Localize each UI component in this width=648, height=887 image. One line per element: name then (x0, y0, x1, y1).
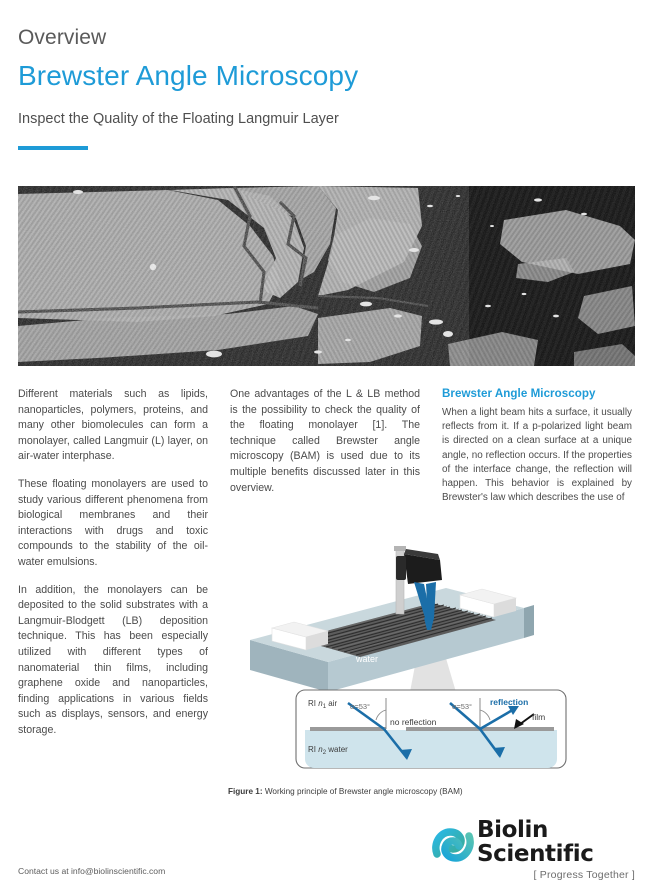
page-title: Brewster Angle Microscopy (18, 60, 359, 92)
paragraph: When a light beam hits a surface, it usually reflects from it. If a p-polarized light beam is directed on a clean surface at a unique angle, no reflection occurs. If the properties of the interface change, the reflection will happen. This behavior is explained by Brewster's law which describes the use of (442, 407, 632, 504)
angle-left-label: α=53° (350, 702, 371, 711)
eyebrow-label: Overview (18, 26, 107, 49)
film-bar-left (310, 727, 386, 731)
film-label: film (532, 712, 546, 722)
brand-logo-block (432, 818, 637, 880)
paragraph: These floating monolayers are used to study various different phenomena from biological membranes and their interactions with drugs and toxic compounds to the stability of the oil-water emulsions. (18, 477, 208, 568)
section-heading: Brewster Angle Microscopy (442, 387, 596, 400)
paragraph: Different materials such as lipids, nanoparticles, polymers, proteins, and many other biomolecules can form a monolayer, called Langmuir (L) layer, on air-water interphase. (18, 388, 208, 463)
figure-caption-text: Working principle of Brewster angle microscopy (BAM) (262, 787, 463, 796)
page-subtitle: Inspect the Quality of the Floating Langmuir Layer (18, 111, 339, 128)
ri-top-label: RI $n_1$ air (308, 699, 338, 710)
brand-tagline: [ Progress Together ] (533, 869, 635, 881)
paragraph: In addition, the monolayers can be deposited to the solid substrates with a Langmuir-Blodgett (LB) deposition technique. This has been especially utilized with different types of nanomaterial thin films, including graphene oxide and nanoparticles, finding applications in various fields such as displays, sensors, and energy storage. (18, 583, 208, 736)
langmuir-trough (250, 588, 534, 692)
no-reflection-label: no reflection (390, 717, 437, 727)
figure-caption (228, 786, 633, 797)
column-one (18, 387, 208, 750)
figure-svg (228, 540, 633, 792)
page-header (18, 26, 633, 150)
figure-caption-label: Figure 1: (228, 787, 263, 796)
interface-inset-panel (296, 690, 566, 768)
paragraph: One advantages of the L & LB method is the possibility to check the quality of the floating monolayer [1]. The technique called Brewster angle microscopy (BAM) is used due to its multiple benefits discussed later in this overview. (230, 388, 420, 494)
bam-micrograph-image (18, 186, 635, 366)
brand-name: Biolin Scientific (477, 817, 594, 867)
figure-working-principle (228, 540, 633, 792)
trough-water-label: water (356, 654, 379, 664)
angle-right-label: α=53° (452, 702, 473, 711)
footer-contact[interactable]: Contact us at info@biolinscientific.com (18, 866, 166, 876)
reflection-label: reflection (490, 697, 529, 707)
micrograph-svg (18, 186, 635, 366)
biolin-logo-icon (432, 824, 474, 864)
ri-bottom-label: RI $n_2$ water (308, 745, 348, 756)
accent-rule (18, 146, 88, 150)
